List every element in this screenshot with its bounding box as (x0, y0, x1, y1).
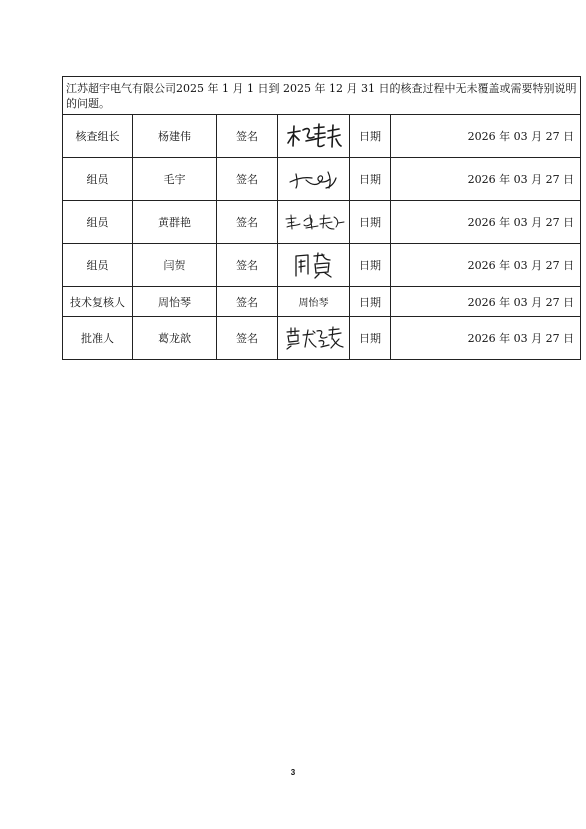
sign-label: 签名 (217, 244, 278, 287)
page-number: 3 (290, 768, 296, 777)
name-cell: 杨建伟 (133, 115, 217, 158)
signature-cell (278, 244, 350, 287)
signature-text: 周怡琴 (298, 298, 329, 309)
note-row (63, 77, 581, 115)
date-label: 日期 (350, 115, 391, 158)
name-cell: 闫贺 (133, 244, 217, 287)
handwritten-signature (283, 325, 345, 351)
date-label: 日期 (350, 158, 391, 201)
name-cell: 毛宇 (133, 158, 217, 201)
date-cell: 2026 年 03 月 27 日 (391, 244, 581, 287)
date-cell: 2026 年 03 月 27 日 (391, 201, 581, 244)
role-cell: 组员 (63, 244, 133, 287)
sign-label: 签名 (217, 287, 278, 317)
role-cell: 技术复核人 (63, 287, 133, 317)
signature-cell (278, 115, 350, 158)
table-row (63, 158, 581, 201)
table-row (63, 244, 581, 287)
table-row (63, 317, 581, 360)
review-note: 江苏超宇电气有限公司2025 年 1 月 1 日到 2025 年 12 月 31 日的核查过程中无未覆盖或需要特别说明的问题。 (63, 77, 581, 115)
sign-label: 签名 (217, 115, 278, 158)
handwritten-signature (284, 121, 344, 151)
date-label: 日期 (350, 244, 391, 287)
signature-cell (278, 287, 350, 317)
table-row (63, 287, 581, 317)
sign-label: 签名 (217, 158, 278, 201)
table-row (63, 201, 581, 244)
sign-label: 签名 (217, 317, 278, 360)
role-cell: 组员 (63, 201, 133, 244)
name-cell: 葛龙歆 (133, 317, 217, 360)
date-cell: 2026 年 03 月 27 日 (391, 115, 581, 158)
date-cell: 2026 年 03 月 27 日 (391, 287, 581, 317)
name-cell: 周怡琴 (133, 287, 217, 317)
sign-label: 签名 (217, 201, 278, 244)
date-label: 日期 (350, 317, 391, 360)
review-signoff-table (62, 76, 581, 360)
handwritten-signature (282, 211, 346, 233)
table-row (63, 115, 581, 158)
handwritten-signature (290, 250, 338, 280)
signature-cell (278, 201, 350, 244)
role-cell: 组员 (63, 158, 133, 201)
date-label: 日期 (350, 287, 391, 317)
signature-cell (278, 158, 350, 201)
name-cell: 黄群艳 (133, 201, 217, 244)
signature-cell (278, 317, 350, 360)
role-cell: 批准人 (63, 317, 133, 360)
handwritten-signature (284, 166, 344, 192)
date-cell: 2026 年 03 月 27 日 (391, 317, 581, 360)
date-label: 日期 (350, 201, 391, 244)
date-cell: 2026 年 03 月 27 日 (391, 158, 581, 201)
role-cell: 核查组长 (63, 115, 133, 158)
